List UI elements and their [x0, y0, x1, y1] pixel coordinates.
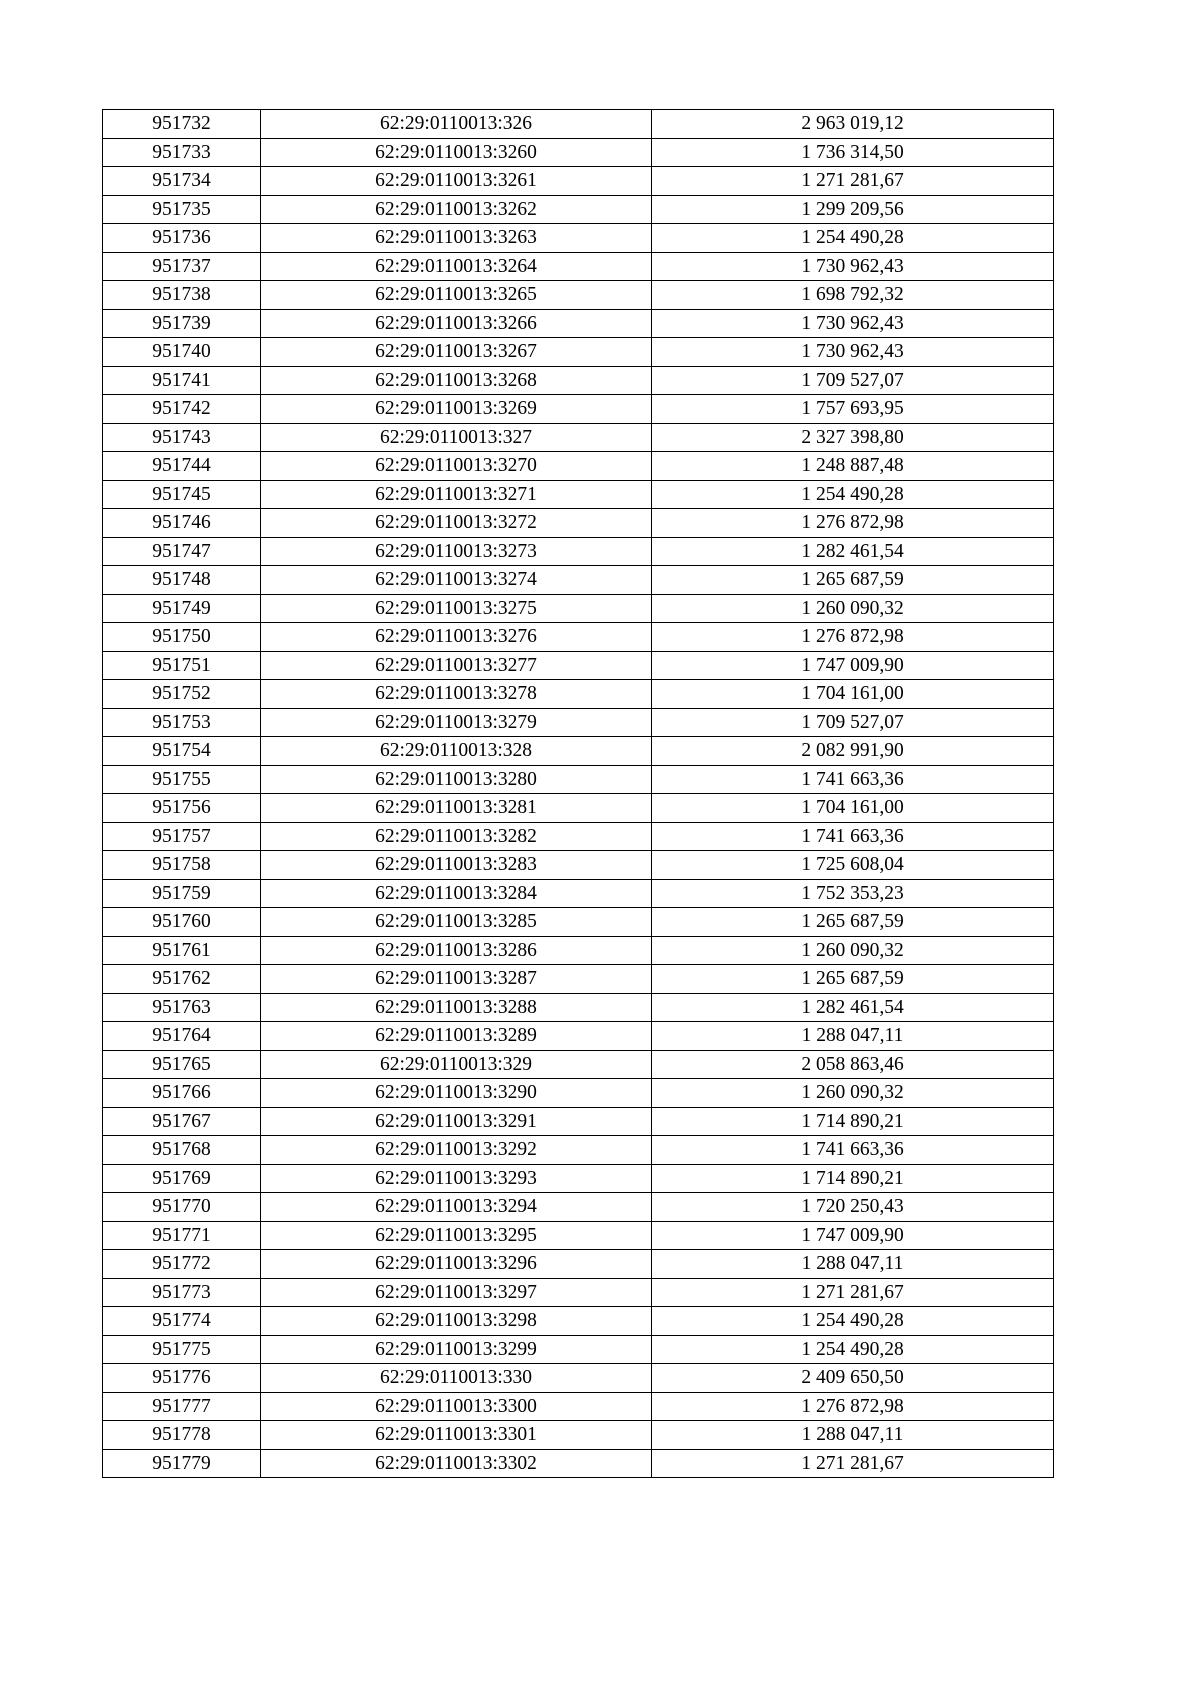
cadastral-number-cell: 62:29:0110013:3279	[261, 708, 652, 737]
row-number-cell: 951738	[103, 281, 261, 310]
cadastral-value-cell: 1 709 527,07	[652, 708, 1054, 737]
cadastral-number-cell: 62:29:0110013:3274	[261, 566, 652, 595]
table-row	[103, 338, 1054, 367]
cadastral-value-cell: 1 714 890,21	[652, 1107, 1054, 1136]
cadastral-number-cell: 62:29:0110013:3268	[261, 366, 652, 395]
cadastral-number-cell: 62:29:0110013:3291	[261, 1107, 652, 1136]
cadastral-value-cell: 1 704 161,00	[652, 680, 1054, 709]
cadastral-value-cell: 1 730 962,43	[652, 338, 1054, 367]
cadastral-value-cell: 1 741 663,36	[652, 765, 1054, 794]
row-number-cell: 951752	[103, 680, 261, 709]
cadastral-number-cell: 62:29:0110013:326	[261, 110, 652, 139]
cadastral-number-cell: 62:29:0110013:3295	[261, 1221, 652, 1250]
row-number-cell: 951765	[103, 1050, 261, 1079]
table-row	[103, 423, 1054, 452]
row-number-cell: 951746	[103, 509, 261, 538]
row-number-cell: 951759	[103, 879, 261, 908]
cadastral-number-cell: 62:29:0110013:3263	[261, 224, 652, 253]
row-number-cell: 951739	[103, 309, 261, 338]
cadastral-number-cell: 62:29:0110013:330	[261, 1364, 652, 1393]
cadastral-number-cell: 62:29:0110013:3273	[261, 537, 652, 566]
cadastral-value-cell: 1 704 161,00	[652, 794, 1054, 823]
table-row	[103, 1221, 1054, 1250]
table-row	[103, 480, 1054, 509]
table-row	[103, 167, 1054, 196]
cadastral-value-cell: 1 276 872,98	[652, 623, 1054, 652]
cadastral-value-cell: 1 254 490,28	[652, 1307, 1054, 1336]
cadastral-value-cell: 2 082 991,90	[652, 737, 1054, 766]
table-row	[103, 765, 1054, 794]
cadastral-value-cell: 1 752 353,23	[652, 879, 1054, 908]
table-row	[103, 366, 1054, 395]
row-number-cell: 951774	[103, 1307, 261, 1336]
cadastral-number-cell: 62:29:0110013:3284	[261, 879, 652, 908]
cadastral-value-cell: 1 736 314,50	[652, 138, 1054, 167]
cadastral-number-cell: 62:29:0110013:3260	[261, 138, 652, 167]
cadastral-value-cell: 1 288 047,11	[652, 1250, 1054, 1279]
cadastral-number-cell: 62:29:0110013:3267	[261, 338, 652, 367]
cadastral-value-cell: 1 282 461,54	[652, 993, 1054, 1022]
table-row	[103, 224, 1054, 253]
row-number-cell: 951733	[103, 138, 261, 167]
row-number-cell: 951770	[103, 1193, 261, 1222]
cadastral-number-cell: 62:29:0110013:3283	[261, 851, 652, 880]
table-row	[103, 537, 1054, 566]
row-number-cell: 951772	[103, 1250, 261, 1279]
cadastral-value-cell: 1 730 962,43	[652, 252, 1054, 281]
row-number-cell: 951767	[103, 1107, 261, 1136]
cadastral-value-cell: 1 741 663,36	[652, 1136, 1054, 1165]
table-row	[103, 1278, 1054, 1307]
cadastral-number-cell: 62:29:0110013:3265	[261, 281, 652, 310]
row-number-cell: 951761	[103, 936, 261, 965]
table-row	[103, 138, 1054, 167]
row-number-cell: 951737	[103, 252, 261, 281]
table-row	[103, 851, 1054, 880]
cadastral-value-cell: 1 276 872,98	[652, 509, 1054, 538]
cadastral-number-cell: 62:29:0110013:3296	[261, 1250, 652, 1279]
cadastral-value-cell: 1 720 250,43	[652, 1193, 1054, 1222]
table-row	[103, 879, 1054, 908]
row-number-cell: 951756	[103, 794, 261, 823]
table-row	[103, 509, 1054, 538]
cadastral-value-cell: 1 282 461,54	[652, 537, 1054, 566]
table-row	[103, 594, 1054, 623]
cadastral-value-cell: 1 265 687,59	[652, 908, 1054, 937]
cadastral-value-cell: 1 698 792,32	[652, 281, 1054, 310]
cadastral-number-cell: 62:29:0110013:327	[261, 423, 652, 452]
cadastral-number-cell: 62:29:0110013:3290	[261, 1079, 652, 1108]
cadastral-number-cell: 62:29:0110013:3301	[261, 1421, 652, 1450]
cadastral-value-cell: 1 260 090,32	[652, 936, 1054, 965]
table-row	[103, 1449, 1054, 1478]
table-row	[103, 252, 1054, 281]
cadastral-value-cell: 1 299 209,56	[652, 195, 1054, 224]
row-number-cell: 951735	[103, 195, 261, 224]
cadastral-number-cell: 62:29:0110013:3280	[261, 765, 652, 794]
table-row	[103, 309, 1054, 338]
cadastral-value-cell: 1 288 047,11	[652, 1022, 1054, 1051]
table-row	[103, 794, 1054, 823]
cadastral-value-cell: 1 757 693,95	[652, 395, 1054, 424]
row-number-cell: 951771	[103, 1221, 261, 1250]
row-number-cell: 951768	[103, 1136, 261, 1165]
cadastral-number-cell: 62:29:0110013:3292	[261, 1136, 652, 1165]
cadastral-number-cell: 62:29:0110013:3278	[261, 680, 652, 709]
cadastral-value-cell: 2 409 650,50	[652, 1364, 1054, 1393]
cadastral-number-cell: 62:29:0110013:3275	[261, 594, 652, 623]
row-number-cell: 951760	[103, 908, 261, 937]
table-row	[103, 708, 1054, 737]
cadastral-number-cell: 62:29:0110013:3277	[261, 651, 652, 680]
row-number-cell: 951740	[103, 338, 261, 367]
row-number-cell: 951766	[103, 1079, 261, 1108]
cadastral-value-cell: 1 254 490,28	[652, 1335, 1054, 1364]
cadastral-value-cell: 1 271 281,67	[652, 1449, 1054, 1478]
table-row	[103, 1421, 1054, 1450]
row-number-cell: 951754	[103, 737, 261, 766]
row-number-cell: 951762	[103, 965, 261, 994]
cadastral-number-cell: 62:29:0110013:3300	[261, 1392, 652, 1421]
table-row	[103, 1364, 1054, 1393]
cadastral-value-cell: 1 747 009,90	[652, 651, 1054, 680]
row-number-cell: 951743	[103, 423, 261, 452]
row-number-cell: 951742	[103, 395, 261, 424]
table-row	[103, 281, 1054, 310]
cadastral-value-cell: 1 714 890,21	[652, 1164, 1054, 1193]
row-number-cell: 951732	[103, 110, 261, 139]
row-number-cell: 951773	[103, 1278, 261, 1307]
cadastral-value-cell: 1 265 687,59	[652, 566, 1054, 595]
table-row	[103, 1307, 1054, 1336]
row-number-cell: 951778	[103, 1421, 261, 1450]
cadastral-number-cell: 62:29:0110013:3269	[261, 395, 652, 424]
table-row	[103, 395, 1054, 424]
cadastral-number-cell: 62:29:0110013:3299	[261, 1335, 652, 1364]
row-number-cell: 951749	[103, 594, 261, 623]
cadastral-number-cell: 62:29:0110013:3298	[261, 1307, 652, 1336]
table-row	[103, 965, 1054, 994]
cadastral-value-cell: 1 730 962,43	[652, 309, 1054, 338]
cadastral-value-cell: 1 725 608,04	[652, 851, 1054, 880]
table-row	[103, 822, 1054, 851]
table-row	[103, 993, 1054, 1022]
cadastral-value-cell: 1 709 527,07	[652, 366, 1054, 395]
cadastral-value-cell: 1 271 281,67	[652, 167, 1054, 196]
row-number-cell: 951748	[103, 566, 261, 595]
row-number-cell: 951736	[103, 224, 261, 253]
row-number-cell: 951775	[103, 1335, 261, 1364]
cadastral-value-cell: 1 254 490,28	[652, 224, 1054, 253]
row-number-cell: 951744	[103, 452, 261, 481]
row-number-cell: 951764	[103, 1022, 261, 1051]
table-row	[103, 195, 1054, 224]
table-row	[103, 737, 1054, 766]
cadastral-number-cell: 62:29:0110013:3262	[261, 195, 652, 224]
table-row	[103, 1335, 1054, 1364]
cadastral-number-cell: 62:29:0110013:3271	[261, 480, 652, 509]
cadastral-value-cell: 1 288 047,11	[652, 1421, 1054, 1450]
table-row	[103, 1193, 1054, 1222]
cadastral-number-cell: 62:29:0110013:3289	[261, 1022, 652, 1051]
cadastral-number-cell: 62:29:0110013:3294	[261, 1193, 652, 1222]
row-number-cell: 951753	[103, 708, 261, 737]
table-row	[103, 1107, 1054, 1136]
cadastral-value-cell: 1 260 090,32	[652, 1079, 1054, 1108]
table-row	[103, 1392, 1054, 1421]
cadastral-number-cell: 62:29:0110013:3266	[261, 309, 652, 338]
cadastral-number-cell: 62:29:0110013:3288	[261, 993, 652, 1022]
cadastral-number-cell: 62:29:0110013:3276	[261, 623, 652, 652]
cadastral-number-cell: 62:29:0110013:3264	[261, 252, 652, 281]
table-row	[103, 452, 1054, 481]
row-number-cell: 951776	[103, 1364, 261, 1393]
cadastral-number-cell: 62:29:0110013:328	[261, 737, 652, 766]
cadastral-number-cell: 62:29:0110013:3302	[261, 1449, 652, 1478]
cadastral-number-cell: 62:29:0110013:329	[261, 1050, 652, 1079]
table-row	[103, 936, 1054, 965]
table-row	[103, 1164, 1054, 1193]
table-row	[103, 1022, 1054, 1051]
cadastral-value-cell: 1 248 887,48	[652, 452, 1054, 481]
cadastral-value-cell: 1 254 490,28	[652, 480, 1054, 509]
cadastral-number-cell: 62:29:0110013:3286	[261, 936, 652, 965]
cadastral-number-cell: 62:29:0110013:3285	[261, 908, 652, 937]
row-number-cell: 951750	[103, 623, 261, 652]
cadastral-number-cell: 62:29:0110013:3282	[261, 822, 652, 851]
cadastral-number-cell: 62:29:0110013:3281	[261, 794, 652, 823]
row-number-cell: 951758	[103, 851, 261, 880]
table-row	[103, 680, 1054, 709]
table-row	[103, 566, 1054, 595]
table-row	[103, 623, 1054, 652]
table-row	[103, 1050, 1054, 1079]
cadastral-value-cell: 1 747 009,90	[652, 1221, 1054, 1250]
row-number-cell: 951763	[103, 993, 261, 1022]
row-number-cell: 951751	[103, 651, 261, 680]
cadastral-number-cell: 62:29:0110013:3272	[261, 509, 652, 538]
cadastral-number-cell: 62:29:0110013:3261	[261, 167, 652, 196]
row-number-cell: 951757	[103, 822, 261, 851]
cadastral-number-cell: 62:29:0110013:3297	[261, 1278, 652, 1307]
cadastral-value-cell: 1 741 663,36	[652, 822, 1054, 851]
row-number-cell: 951779	[103, 1449, 261, 1478]
cadastral-value-cell: 1 271 281,67	[652, 1278, 1054, 1307]
cadastral-value-table	[102, 109, 1054, 1478]
cadastral-value-cell: 2 058 863,46	[652, 1050, 1054, 1079]
table-body	[103, 110, 1054, 1478]
cadastral-value-cell: 2 327 398,80	[652, 423, 1054, 452]
row-number-cell: 951769	[103, 1164, 261, 1193]
cadastral-value-cell: 2 963 019,12	[652, 110, 1054, 139]
table-row	[103, 1136, 1054, 1165]
row-number-cell: 951745	[103, 480, 261, 509]
row-number-cell: 951734	[103, 167, 261, 196]
cadastral-value-cell: 1 276 872,98	[652, 1392, 1054, 1421]
row-number-cell: 951777	[103, 1392, 261, 1421]
row-number-cell: 951741	[103, 366, 261, 395]
table-row	[103, 1250, 1054, 1279]
row-number-cell: 951747	[103, 537, 261, 566]
table-row	[103, 651, 1054, 680]
cadastral-number-cell: 62:29:0110013:3270	[261, 452, 652, 481]
cadastral-number-cell: 62:29:0110013:3287	[261, 965, 652, 994]
table-row	[103, 110, 1054, 139]
cadastral-number-cell: 62:29:0110013:3293	[261, 1164, 652, 1193]
row-number-cell: 951755	[103, 765, 261, 794]
table-row	[103, 908, 1054, 937]
table-row	[103, 1079, 1054, 1108]
cadastral-value-cell: 1 260 090,32	[652, 594, 1054, 623]
cadastral-value-cell: 1 265 687,59	[652, 965, 1054, 994]
